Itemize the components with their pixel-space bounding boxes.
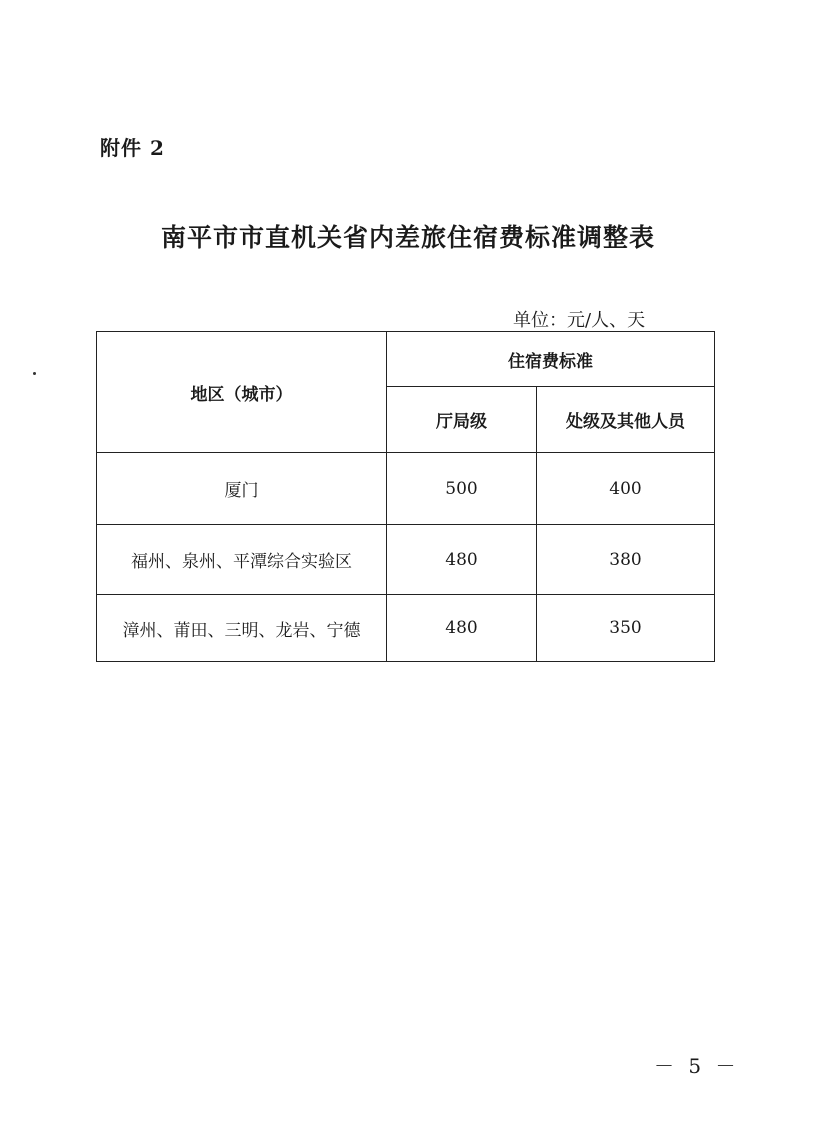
region-cell: 厦门 <box>97 453 387 525</box>
bureau-level-header: 厅局级 <box>387 387 537 453</box>
bureau-level-cell: 480 <box>387 595 537 662</box>
table-row <box>97 595 715 662</box>
region-cell: 漳州、莆田、三明、龙岩、宁德 <box>97 595 387 662</box>
accommodation-rates-table <box>96 331 715 662</box>
table-header-row <box>97 332 715 387</box>
document-title: 南平市市直机关省内差旅住宿费标准调整表 <box>160 223 655 252</box>
page-number: － 5 － <box>654 1054 740 1078</box>
division-and-other-cell: 350 <box>537 595 715 662</box>
division-and-other-header: 处级及其他人员 <box>537 387 715 453</box>
division-and-other-cell: 380 <box>537 525 715 595</box>
bureau-level-cell: 500 <box>387 453 537 525</box>
table-row <box>97 525 715 595</box>
scan-speck <box>33 372 36 375</box>
division-and-other-cell: 400 <box>537 453 715 525</box>
standard-header: 住宿费标准 <box>387 332 715 387</box>
bureau-level-cell: 480 <box>387 525 537 595</box>
unit-note: 单位：元/人、天 <box>513 310 646 331</box>
region-header: 地区（城市） <box>97 332 387 453</box>
region-cell: 福州、泉州、平潭综合实验区 <box>97 525 387 595</box>
attachment-label: 附件 2 <box>100 136 165 160</box>
table-row <box>97 453 715 525</box>
